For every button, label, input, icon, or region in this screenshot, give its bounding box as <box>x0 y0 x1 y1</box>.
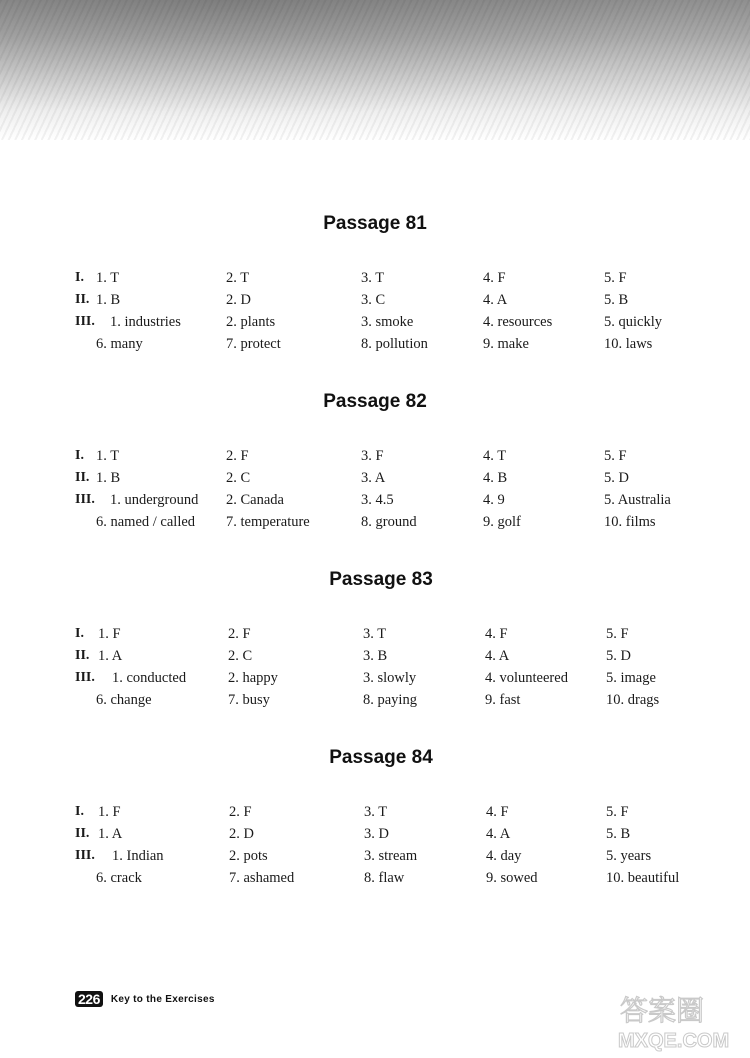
answer-row <box>0 314 750 334</box>
section-numeral: II. <box>75 292 90 307</box>
answer-item: 4. A <box>483 292 508 308</box>
watermark-text-en: MXQE.COM <box>618 1030 730 1052</box>
answer-item: 3. 4.5 <box>361 492 394 508</box>
answer-item: 1. A <box>98 648 123 664</box>
answer-row <box>0 626 750 646</box>
answer-item: 5. Australia <box>604 492 671 508</box>
answer-item: 4. 9 <box>483 492 505 508</box>
answer-item: 6. named / called <box>96 514 196 530</box>
answer-item: 1. T <box>96 448 120 464</box>
section-numeral: II. <box>75 826 90 841</box>
section-numeral: II. <box>75 648 90 663</box>
answer-row <box>0 470 750 490</box>
answer-item: 9. golf <box>483 514 521 530</box>
answer-item: 5. B <box>606 826 631 842</box>
answer-item: 8. flaw <box>364 870 405 886</box>
answer-item: 2. D <box>226 292 251 308</box>
answer-item: 2. T <box>226 270 250 286</box>
passage-title: Passage 83 <box>329 569 433 590</box>
answer-item: 8. ground <box>361 514 417 530</box>
answer-row <box>0 648 750 668</box>
answer-row <box>0 826 750 846</box>
answer-item: 5. years <box>606 848 652 864</box>
answer-item: 5. B <box>604 292 629 308</box>
watermark-logo <box>560 990 745 1052</box>
answer-item: 2. Canada <box>226 492 284 508</box>
section-numeral: I. <box>75 448 84 463</box>
answer-item: 3. stream <box>364 848 418 864</box>
section-numeral: I. <box>75 804 84 819</box>
answer-item: 6. many <box>96 336 143 352</box>
answer-item: 7. busy <box>228 692 270 708</box>
answer-item: 3. B <box>363 648 388 664</box>
answer-item: 1. A <box>98 826 123 842</box>
answer-item: 2. C <box>226 470 251 486</box>
answer-row <box>0 870 750 890</box>
answer-item: 3. F <box>361 448 384 464</box>
answer-item: 5. image <box>606 670 656 686</box>
answer-item: 2. plants <box>226 314 276 330</box>
answer-item: 3. D <box>364 826 389 842</box>
top-scan-fade <box>0 0 750 140</box>
answer-item: 6. crack <box>96 870 142 886</box>
section-numeral: III. <box>75 670 95 685</box>
section-numeral: III. <box>75 492 95 507</box>
answer-item: 3. slowly <box>363 670 417 686</box>
answer-item: 7. ashamed <box>229 870 295 886</box>
answer-item: 8. pollution <box>361 336 428 352</box>
answer-item: 2. D <box>229 826 254 842</box>
answer-item: 4. F <box>486 804 509 820</box>
answer-item: 4. T <box>483 448 507 464</box>
answer-item: 3. A <box>361 470 386 486</box>
answer-item: 2. F <box>229 804 252 820</box>
answer-row <box>0 492 750 512</box>
page-number: 226 <box>75 991 103 1007</box>
answer-row <box>0 848 750 868</box>
answer-item: 4. A <box>485 648 510 664</box>
answer-row <box>0 448 750 468</box>
section-numeral: I. <box>75 270 84 285</box>
answer-item: 7. temperature <box>226 514 310 530</box>
answer-item: 4. F <box>483 270 506 286</box>
section-numeral: II. <box>75 470 90 485</box>
passage-title: Passage 84 <box>329 747 433 768</box>
answer-item: 1. B <box>96 292 121 308</box>
answer-item: 9. make <box>483 336 529 352</box>
answer-row <box>0 292 750 312</box>
section-numeral: I. <box>75 626 84 641</box>
passage-title: Passage 81 <box>323 213 427 234</box>
answer-item: 4. volunteered <box>485 670 568 686</box>
answer-item: 1. underground <box>110 492 199 508</box>
answer-item: 7. protect <box>226 336 281 352</box>
answer-item: 5. F <box>606 804 629 820</box>
answer-item: 3. T <box>363 626 387 642</box>
answer-item: 6. change <box>96 692 152 708</box>
answer-item: 4. F <box>485 626 508 642</box>
answer-item: 3. T <box>361 270 385 286</box>
answer-row <box>0 670 750 690</box>
answer-item: 1. F <box>98 626 121 642</box>
section-numeral: III. <box>75 848 95 863</box>
answer-item: 1. conducted <box>112 670 187 686</box>
answer-item: 4. resources <box>483 314 553 330</box>
answer-item: 2. happy <box>228 670 278 686</box>
answer-item: 2. pots <box>229 848 268 864</box>
answer-item: 10. drags <box>606 692 660 708</box>
answer-item: 5. F <box>604 448 627 464</box>
answer-item: 1. T <box>96 270 120 286</box>
answer-item: 5. D <box>604 470 629 486</box>
answer-row <box>0 336 750 356</box>
answer-item: 10. laws <box>604 336 653 352</box>
answer-item: 10. films <box>604 514 656 530</box>
answer-item: 2. C <box>228 648 253 664</box>
answer-item: 2. F <box>226 448 249 464</box>
answer-item: 3. C <box>361 292 386 308</box>
answer-item: 4. day <box>486 848 522 864</box>
answer-row <box>0 270 750 290</box>
answer-row <box>0 692 750 712</box>
answer-row <box>0 804 750 824</box>
answer-item: 8. paying <box>363 692 417 708</box>
answer-row <box>0 514 750 534</box>
answer-item: 5. quickly <box>604 314 662 330</box>
answer-item: 10. beautiful <box>606 870 680 886</box>
answer-item: 3. smoke <box>361 314 414 330</box>
answer-item: 9. fast <box>485 692 521 708</box>
answer-item: 1. industries <box>110 314 181 330</box>
footer-label: Key to the Exercises <box>110 993 215 1005</box>
answer-item: 5. D <box>606 648 631 664</box>
answer-item: 2. F <box>228 626 251 642</box>
answer-item: 1. Indian <box>112 848 164 864</box>
answer-item: 4. A <box>486 826 511 842</box>
answer-item: 1. B <box>96 470 121 486</box>
answer-item: 3. T <box>364 804 388 820</box>
answer-item: 5. F <box>604 270 627 286</box>
answer-item: 9. sowed <box>486 870 538 886</box>
answer-item: 4. B <box>483 470 508 486</box>
answer-item: 1. F <box>98 804 121 820</box>
answer-item: 5. F <box>606 626 629 642</box>
section-numeral: III. <box>75 314 95 329</box>
passage-title: Passage 82 <box>323 391 427 412</box>
watermark-text-cn: 答案圈 <box>620 994 705 1027</box>
page-footer <box>75 991 215 1007</box>
